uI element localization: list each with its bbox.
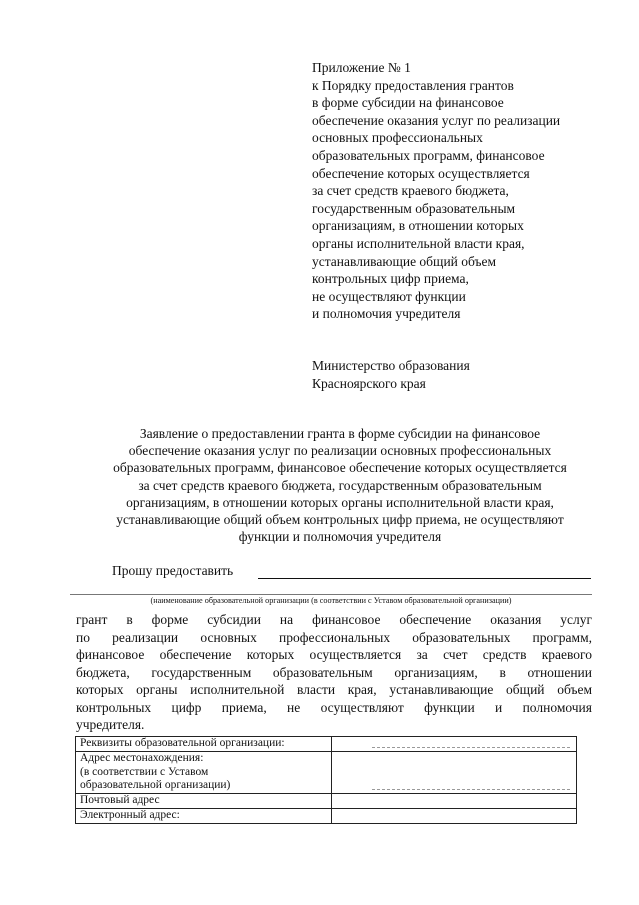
cell-text: Реквизиты образовательной организации: [80, 737, 285, 749]
addressee-block [312, 357, 470, 393]
title-line: обеспечение оказания услуг по реализации основных профессиональных [128, 443, 552, 459]
fill-line [372, 747, 570, 748]
appendix-line: за счет средств краевого бюджета, [312, 183, 509, 199]
address-label [76, 751, 332, 793]
appendix-line: государственным образовательным [312, 200, 516, 216]
cell-text: Электронный адрес: [80, 808, 180, 821]
appendix-line: в форме субсидии на финансовое [312, 95, 504, 111]
title-line: Заявление о предоставлении гранта в форме субсидии на финансовое [139, 426, 541, 441]
body-line: бюджета, государственным образовательным организациям, в отношении [76, 664, 592, 680]
cell-text: Почтовый адрес [80, 794, 160, 807]
addressee-line: Министерство образования [312, 358, 470, 373]
requisites-label [76, 737, 332, 752]
title-line: функции и полномочия учредителя [238, 529, 442, 545]
fill-line [372, 789, 570, 790]
body-line: грант в форме субсидии на финансовое обеспечение оказания услуг [76, 612, 592, 627]
title-line: за счет средств краевого бюджета, государственным образовательным [138, 477, 542, 493]
addressee-line: Красноярского края [312, 376, 426, 391]
appendix-line: образовательных программ, финансовое [312, 147, 545, 163]
caption-divider [70, 594, 592, 595]
appendix-header [312, 59, 612, 323]
requisites-table [75, 736, 577, 824]
request-label: Прошу предоставить [112, 563, 234, 578]
cell-text: (в соответствии с Уставом [80, 765, 209, 778]
organization-name-caption: (наименование образовательной организации (в соответствии с Уставом образовательной организации) [150, 596, 512, 605]
appendix-line: обеспечение оказания услуг по реализации [312, 112, 561, 128]
requisites-value-field[interactable] [332, 737, 577, 752]
document-title [70, 425, 610, 545]
table-row [76, 794, 577, 809]
body-line: по реализации основных профессиональных образовательных программ, [76, 629, 592, 645]
postal-address-value-field[interactable] [332, 794, 577, 809]
table-row [76, 737, 577, 752]
organization-name-field[interactable] [258, 578, 591, 579]
body-line: которых органы исполнительной власти края, устанавливающие общий объем [76, 682, 592, 697]
body-line: учредителя. [76, 717, 145, 732]
appendix-line: и полномочия учредителя [312, 306, 461, 322]
appendix-line: Приложение № 1 [312, 60, 411, 75]
title-line: устанавливающие общий объем контрольных цифр приема, не осуществляют [116, 512, 564, 528]
table-row [76, 808, 577, 823]
body-line: финансовое обеспечение которых осуществляется за счет средств краевого [76, 647, 592, 662]
appendix-line: к Порядку предоставления грантов [312, 77, 514, 93]
body-line: контрольных цифр приема, не осуществляют функции и полномочия [76, 699, 592, 715]
request-body [76, 611, 592, 734]
title-line: организациям, в отношении которых органы исполнительной власти края, [126, 494, 554, 510]
appendix-line: контрольных цифр приема, [312, 271, 469, 287]
appendix-line: обеспечение которых осуществляется [312, 165, 530, 181]
appendix-line: основных профессиональных [312, 130, 483, 146]
email-address-label [76, 808, 332, 823]
postal-address-label [76, 794, 332, 809]
cell-text: Адрес местонахождения: [80, 751, 204, 764]
appendix-line: организациям, в отношении которых [312, 218, 524, 234]
appendix-line: не осуществляют функции [312, 288, 466, 304]
email-address-value-field[interactable] [332, 808, 577, 823]
cell-text: образовательной организации) [80, 779, 231, 792]
appendix-line: органы исполнительной власти края, [312, 235, 525, 251]
appendix-line: устанавливающие общий объем [312, 253, 497, 269]
address-value-field[interactable] [332, 751, 577, 793]
table-row [76, 751, 577, 793]
title-line: образовательных программ, финансовое обеспечение которых осуществляется [113, 460, 567, 476]
